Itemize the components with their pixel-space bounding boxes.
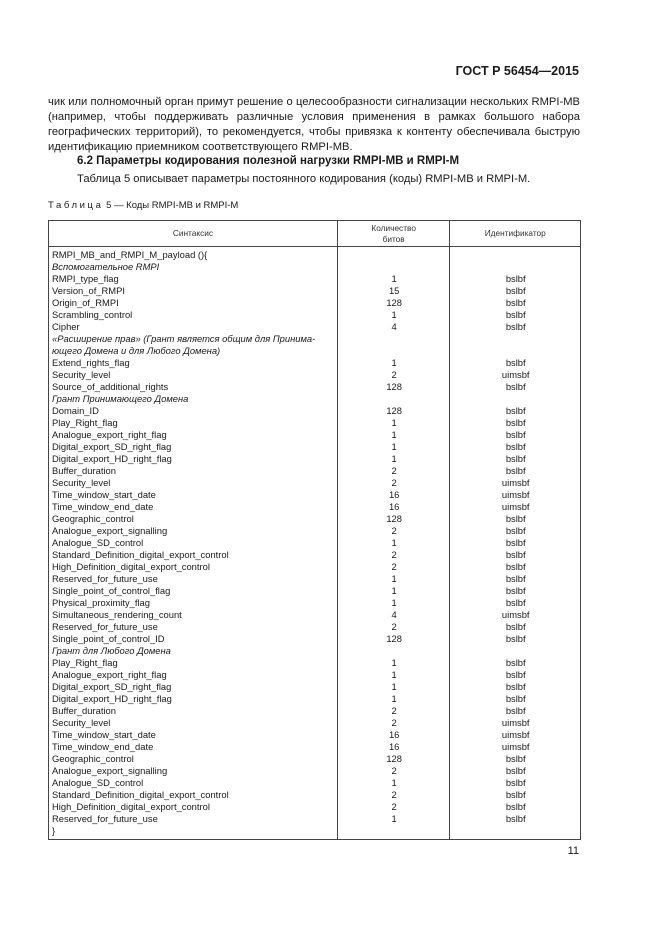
table-row <box>49 285 581 297</box>
header-identifier: Идентификатор <box>450 221 581 247</box>
bits-cell: 4 <box>337 321 450 333</box>
bits-cell <box>337 393 450 405</box>
identifier-cell: bslbf <box>450 417 581 429</box>
table-row <box>49 777 581 789</box>
identifier-cell: bslbf <box>450 585 581 597</box>
identifier-cell: bslbf <box>450 465 581 477</box>
table-row <box>49 321 581 333</box>
syntax-cell: Time_window_end_date <box>49 741 338 753</box>
table-row <box>49 729 581 741</box>
syntax-cell: Вспомогательное RMPI <box>49 261 338 273</box>
table-row <box>49 441 581 453</box>
bits-cell: 1 <box>337 813 450 825</box>
table-row <box>49 573 581 585</box>
table-caption <box>48 200 238 211</box>
table-row <box>49 309 581 321</box>
identifier-cell: bslbf <box>450 597 581 609</box>
identifier-cell: bslbf <box>450 765 581 777</box>
body-paragraph: чик или полномочный орган примут решение о целесообразности сигнализации нескольких RMPI-MB (например, чтобы поддерживать различные условия применения в рамках большого набора географических территорий), то рекомендуется, чтобы привязка к контенту обеспечивала быструю идентификацию приемником соответствующего RMPI-MB. <box>48 96 580 153</box>
standard-designation: ГОСТ Р 56454—2015 <box>455 64 579 78</box>
identifier-cell: uimsbf <box>450 729 581 741</box>
syntax-cell: Domain_ID <box>49 405 338 417</box>
table-row <box>49 537 581 549</box>
identifier-cell: bslbf <box>450 657 581 669</box>
syntax-cell: Time_window_end_date <box>49 501 338 513</box>
identifier-cell <box>450 333 581 345</box>
identifier-cell: bslbf <box>450 381 581 393</box>
identifier-cell <box>450 645 581 657</box>
syntax-cell: Buffer_duration <box>49 705 338 717</box>
identifier-cell: bslbf <box>450 405 581 417</box>
syntax-cell: Scrambling_control <box>49 309 338 321</box>
table-row <box>49 669 581 681</box>
identifier-cell: bslbf <box>450 285 581 297</box>
syntax-cell: ющего Домена и для Любого Домена) <box>49 345 338 357</box>
table-row <box>49 261 581 273</box>
bits-cell: 16 <box>337 741 450 753</box>
bits-cell: 128 <box>337 381 450 393</box>
identifier-cell: uimsbf <box>450 741 581 753</box>
table-row <box>49 693 581 705</box>
bits-cell: 2 <box>337 717 450 729</box>
codes-table <box>48 220 581 840</box>
bits-cell: 128 <box>337 297 450 309</box>
identifier-cell <box>450 393 581 405</box>
table-row <box>49 345 581 357</box>
syntax-cell: Geographic_control <box>49 513 338 525</box>
identifier-cell: uimsbf <box>450 609 581 621</box>
table-row <box>49 561 581 573</box>
syntax-cell: Reserved_for_future_use <box>49 621 338 633</box>
syntax-cell: Digital_export_HD_right_flag <box>49 693 338 705</box>
syntax-cell: High_Definition_digital_export_control <box>49 561 338 573</box>
table-row <box>49 453 581 465</box>
syntax-cell: Standard_Definition_digital_export_control <box>49 549 338 561</box>
bits-cell: 1 <box>337 573 450 585</box>
identifier-cell: uimsbf <box>450 489 581 501</box>
identifier-cell: bslbf <box>450 513 581 525</box>
identifier-cell: bslbf <box>450 441 581 453</box>
bits-cell: 128 <box>337 513 450 525</box>
bits-cell: 1 <box>337 273 450 285</box>
table-row <box>49 489 581 501</box>
bits-cell: 4 <box>337 609 450 621</box>
identifier-cell: bslbf <box>450 573 581 585</box>
table-row <box>49 813 581 825</box>
page-number: 11 <box>567 845 579 857</box>
bits-cell: 2 <box>337 621 450 633</box>
identifier-cell: bslbf <box>450 309 581 321</box>
identifier-cell: uimsbf <box>450 717 581 729</box>
bits-cell: 128 <box>337 753 450 765</box>
identifier-cell: bslbf <box>450 321 581 333</box>
bits-cell: 128 <box>337 633 450 645</box>
table-row <box>49 549 581 561</box>
table-row <box>49 753 581 765</box>
syntax-cell: Analogue_SD_control <box>49 537 338 549</box>
bits-cell: 2 <box>337 369 450 381</box>
bits-cell: 2 <box>337 561 450 573</box>
table-row <box>49 429 581 441</box>
identifier-cell: bslbf <box>450 561 581 573</box>
identifier-cell: bslbf <box>450 777 581 789</box>
syntax-cell: Security_level <box>49 717 338 729</box>
identifier-cell: uimsbf <box>450 501 581 513</box>
table-row <box>49 681 581 693</box>
identifier-cell: bslbf <box>450 753 581 765</box>
section-heading: 6.2 Параметры кодирования полезной нагрузки RMPI-MB и RMPI-M <box>77 155 460 167</box>
table-row <box>49 247 581 262</box>
bits-cell: 1 <box>337 693 450 705</box>
identifier-cell: uimsbf <box>450 477 581 489</box>
table-row <box>49 801 581 813</box>
identifier-cell: bslbf <box>450 633 581 645</box>
table-row <box>49 405 581 417</box>
syntax-cell: Time_window_start_date <box>49 729 338 741</box>
table-row <box>49 465 581 477</box>
header-syntax: Синтаксис <box>49 221 338 247</box>
bits-cell: 1 <box>337 453 450 465</box>
syntax-cell: Origin_of_RMPI <box>49 297 338 309</box>
syntax-cell: Digital_export_HD_right_flag <box>49 453 338 465</box>
table-header-row <box>49 221 581 247</box>
syntax-cell: Standard_Definition_digital_export_control <box>49 789 338 801</box>
syntax-cell: Extend_rights_flag <box>49 357 338 369</box>
bits-cell: 2 <box>337 705 450 717</box>
table-row <box>49 525 581 537</box>
syntax-cell: Digital_export_SD_right_flag <box>49 441 338 453</box>
bits-cell: 1 <box>337 429 450 441</box>
identifier-cell: bslbf <box>450 621 581 633</box>
bits-cell: 1 <box>337 585 450 597</box>
identifier-cell: bslbf <box>450 429 581 441</box>
identifier-cell <box>450 247 581 262</box>
bits-cell: 1 <box>337 537 450 549</box>
bits-cell: 1 <box>337 777 450 789</box>
syntax-cell: Analogue_export_signalling <box>49 525 338 537</box>
syntax-cell: Cipher <box>49 321 338 333</box>
syntax-cell: Geographic_control <box>49 753 338 765</box>
syntax-cell: Analogue_export_right_flag <box>49 669 338 681</box>
syntax-cell: Play_Right_flag <box>49 417 338 429</box>
table-row <box>49 585 581 597</box>
identifier-cell: bslbf <box>450 273 581 285</box>
syntax-cell: RMPI_MB_and_RMPI_M_payload (){ <box>49 247 338 262</box>
bits-cell: 2 <box>337 465 450 477</box>
syntax-cell: Simultaneous_rendering_count <box>49 609 338 621</box>
bits-cell: 2 <box>337 525 450 537</box>
syntax-cell: Analogue_export_signalling <box>49 765 338 777</box>
bits-cell <box>337 247 450 262</box>
table-intro: Таблица 5 описывает параметры постоянного кодирования (коды) RMPI-MB и RMPI-M. <box>77 173 531 185</box>
bits-cell: 1 <box>337 597 450 609</box>
bits-cell: 2 <box>337 765 450 777</box>
identifier-cell: bslbf <box>450 297 581 309</box>
table-row <box>49 381 581 393</box>
table-row <box>49 741 581 753</box>
identifier-cell: bslbf <box>450 813 581 825</box>
table-row <box>49 369 581 381</box>
table-row <box>49 333 581 345</box>
table-row <box>49 477 581 489</box>
syntax-cell: Analogue_SD_control <box>49 777 338 789</box>
syntax-cell: Time_window_start_date <box>49 489 338 501</box>
identifier-cell: bslbf <box>450 789 581 801</box>
bits-cell: 16 <box>337 489 450 501</box>
table-row <box>49 657 581 669</box>
identifier-cell: bslbf <box>450 801 581 813</box>
syntax-cell: Грант для Любого Домена <box>49 645 338 657</box>
table-row <box>49 633 581 645</box>
identifier-cell: bslbf <box>450 537 581 549</box>
bits-cell: 1 <box>337 441 450 453</box>
table-row <box>49 417 581 429</box>
syntax-cell: Single_point_of_control_ID <box>49 633 338 645</box>
bits-cell: 16 <box>337 729 450 741</box>
identifier-cell: bslbf <box>450 693 581 705</box>
bits-cell: 1 <box>337 669 450 681</box>
bits-cell: 1 <box>337 357 450 369</box>
bits-cell <box>337 261 450 273</box>
syntax-cell: Reserved_for_future_use <box>49 813 338 825</box>
table-row <box>49 825 581 840</box>
identifier-cell: bslbf <box>450 681 581 693</box>
table-row <box>49 609 581 621</box>
header-bits: Количество битов <box>337 221 450 247</box>
bits-cell: 1 <box>337 681 450 693</box>
table-row <box>49 393 581 405</box>
syntax-cell: Single_point_of_control_flag <box>49 585 338 597</box>
table-row <box>49 357 581 369</box>
identifier-cell: bslbf <box>450 669 581 681</box>
syntax-cell: Security_level <box>49 369 338 381</box>
syntax-cell: Reserved_for_future_use <box>49 573 338 585</box>
identifier-cell <box>450 261 581 273</box>
table-row <box>49 717 581 729</box>
table-caption-label: Таблица <box>48 200 104 211</box>
syntax-cell: Version_of_RMPI <box>49 285 338 297</box>
table-body <box>49 247 581 840</box>
syntax-cell: Play_Right_flag <box>49 657 338 669</box>
table-row <box>49 789 581 801</box>
bits-cell: 1 <box>337 417 450 429</box>
syntax-cell: «Расширение прав» (Грант является общим для Принима- <box>49 333 338 345</box>
bits-cell: 1 <box>337 309 450 321</box>
syntax-cell: Physical_proximity_flag <box>49 597 338 609</box>
bits-cell: 128 <box>337 405 450 417</box>
identifier-cell: bslbf <box>450 525 581 537</box>
syntax-cell: } <box>49 825 338 840</box>
bits-cell: 2 <box>337 789 450 801</box>
bits-cell <box>337 825 450 840</box>
syntax-cell: Buffer_duration <box>49 465 338 477</box>
bits-cell <box>337 645 450 657</box>
table-row <box>49 501 581 513</box>
identifier-cell <box>450 825 581 840</box>
bits-cell: 2 <box>337 801 450 813</box>
bits-cell: 2 <box>337 477 450 489</box>
syntax-cell: Digital_export_SD_right_flag <box>49 681 338 693</box>
syntax-cell: High_Definition_digital_export_control <box>49 801 338 813</box>
bits-cell <box>337 345 450 357</box>
identifier-cell: bslbf <box>450 549 581 561</box>
identifier-cell: bslbf <box>450 453 581 465</box>
table-row <box>49 297 581 309</box>
table-row <box>49 513 581 525</box>
table-caption-text: 5 — Коды RMPI-MB и RMPI-M <box>103 200 239 211</box>
table-row <box>49 645 581 657</box>
identifier-cell: bslbf <box>450 357 581 369</box>
syntax-cell: Source_of_additional_rights <box>49 381 338 393</box>
syntax-cell: RMPI_type_flag <box>49 273 338 285</box>
syntax-cell: Грант Принимающего Домена <box>49 393 338 405</box>
identifier-cell: uimsbf <box>450 369 581 381</box>
bits-cell: 1 <box>337 657 450 669</box>
syntax-cell: Analogue_export_right_flag <box>49 429 338 441</box>
bits-cell: 16 <box>337 501 450 513</box>
bits-cell <box>337 333 450 345</box>
table-row <box>49 705 581 717</box>
identifier-cell: bslbf <box>450 705 581 717</box>
bits-cell: 2 <box>337 549 450 561</box>
bits-cell: 15 <box>337 285 450 297</box>
table-row <box>49 621 581 633</box>
table-row <box>49 273 581 285</box>
syntax-cell: Security_level <box>49 477 338 489</box>
table-row <box>49 765 581 777</box>
identifier-cell <box>450 345 581 357</box>
table-row <box>49 597 581 609</box>
